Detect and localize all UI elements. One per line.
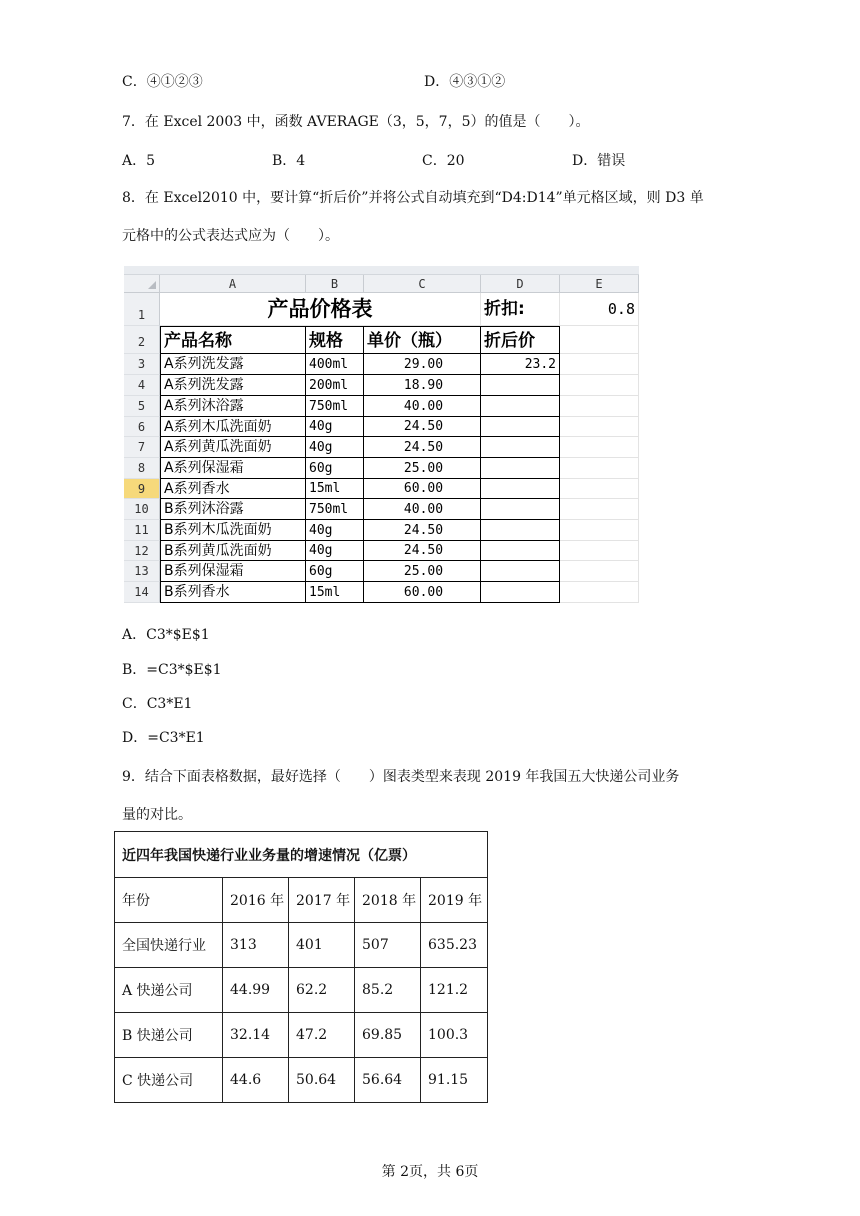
price-cell: 24.50 <box>364 541 481 561</box>
table-cell: 69.85 <box>355 1013 421 1058</box>
price-cell: 24.50 <box>364 417 481 437</box>
table-cell: 50.64 <box>289 1058 355 1103</box>
table-row <box>115 1058 488 1103</box>
table-row <box>115 968 488 1013</box>
price-cell: 29.00 <box>364 354 481 375</box>
table-caption: 近四年我国快递行业业务量的增速情况（亿票） <box>115 832 488 878</box>
q7-option-a: A．5 <box>122 153 156 169</box>
table-header-cell: 年份 <box>115 878 223 923</box>
table-header-cell: 2017 年 <box>289 878 355 923</box>
product-name-cell: B系列保湿霜 <box>160 561 306 582</box>
product-name-cell: B系列香水 <box>160 582 306 603</box>
empty-cell <box>560 561 639 582</box>
price-cell: 24.50 <box>364 437 481 458</box>
row-number: 8 <box>124 458 160 479</box>
row-number: 3 <box>124 354 160 375</box>
table-cell: 507 <box>355 923 421 968</box>
spec-cell: 40g <box>306 520 364 541</box>
table-cell: 85.2 <box>355 968 421 1013</box>
price-cell: 25.00 <box>364 561 481 582</box>
spec-cell: 15ml <box>306 479 364 499</box>
discounted-price-cell <box>481 520 560 541</box>
row-number: 4 <box>124 375 160 396</box>
row-number: 5 <box>124 396 160 417</box>
header-cell-name: 产品名称 <box>160 326 306 354</box>
discounted-price-cell <box>481 541 560 561</box>
product-name-cell: B系列黄瓜洗面奶 <box>160 541 306 561</box>
header-cell-spec: 规格 <box>306 326 364 354</box>
option-c: C．④①②③ <box>122 74 203 90</box>
discounted-price-cell <box>481 375 560 396</box>
table-row <box>115 1013 488 1058</box>
spec-cell: 15ml <box>306 582 364 603</box>
table-cell: B 快递公司 <box>115 1013 223 1058</box>
spec-cell: 200ml <box>306 375 364 396</box>
q8-option-a: A．C3*$E$1 <box>122 627 210 643</box>
discounted-price-cell <box>481 561 560 582</box>
spec-cell: 40g <box>306 417 364 437</box>
row-number: 12 <box>124 541 160 561</box>
table-header-cell: 2016 年 <box>223 878 289 923</box>
table-cell: 121.2 <box>421 968 488 1013</box>
spec-cell: 750ml <box>306 396 364 417</box>
empty-cell <box>560 396 639 417</box>
q8-option-d: D．=C3*E1 <box>122 730 205 746</box>
table-cell: 313 <box>223 923 289 968</box>
header-cell-price: 单价（瓶） <box>364 326 481 354</box>
row-number: 2 <box>124 326 160 354</box>
discounted-price-cell <box>481 458 560 479</box>
question-9-line2: 量的对比。 <box>122 807 192 823</box>
table-cell: 全国快递行业 <box>115 923 223 968</box>
row-number: 14 <box>124 582 160 603</box>
table-cell: 32.14 <box>223 1013 289 1058</box>
discounted-price-cell <box>481 437 560 458</box>
discounted-price-cell: 23.2 <box>481 354 560 375</box>
price-cell: 40.00 <box>364 499 481 520</box>
q7-option-d: D．错误 <box>572 153 626 169</box>
row-number: 1 <box>124 293 160 326</box>
spec-cell: 60g <box>306 458 364 479</box>
row-number: 7 <box>124 437 160 458</box>
spec-cell: 40g <box>306 541 364 561</box>
product-name-cell: A系列洗发露 <box>160 354 306 375</box>
product-name-cell: A系列香水 <box>160 479 306 499</box>
question-9-line1: 9．结合下面表格数据，最好选择（ ）图表类型来表现 2019 年我国五大快递公司业务 <box>122 769 680 785</box>
table-cell: 100.3 <box>421 1013 488 1058</box>
table-header-cell: 2018 年 <box>355 878 421 923</box>
row-number-selected: 9 <box>124 479 160 499</box>
discounted-price-cell <box>481 417 560 437</box>
row-number: 11 <box>124 520 160 541</box>
table-header-cell: 2019 年 <box>421 878 488 923</box>
product-name-cell: A系列保湿霜 <box>160 458 306 479</box>
sheet-top-strip <box>124 266 639 275</box>
table-cell: 47.2 <box>289 1013 355 1058</box>
table-cell: 62.2 <box>289 968 355 1013</box>
product-name-cell: A系列木瓜洗面奶 <box>160 417 306 437</box>
discount-label-cell: 折扣: <box>481 293 560 326</box>
price-cell: 24.50 <box>364 520 481 541</box>
col-header-d: D <box>481 275 560 293</box>
table-cell: 401 <box>289 923 355 968</box>
option-d: D．④③①② <box>424 74 506 90</box>
discount-value-cell: 0.8 <box>560 293 639 326</box>
header-cell-discounted: 折后价 <box>481 326 560 354</box>
q7-option-b: B．4 <box>272 153 306 169</box>
question-7: 7．在 Excel 2003 中，函数 AVERAGE（3，5，7，5）的值是（ ）。 <box>122 114 590 130</box>
col-header-b: B <box>306 275 364 293</box>
page-footer: 第 2页，共 6页 <box>381 1164 479 1180</box>
price-cell: 25.00 <box>364 458 481 479</box>
empty-cell <box>560 375 639 396</box>
express-data-table <box>114 831 488 1103</box>
row-number: 10 <box>124 499 160 520</box>
discounted-price-cell <box>481 582 560 603</box>
empty-cell <box>560 499 639 520</box>
empty-cell <box>560 479 639 499</box>
price-cell: 18.90 <box>364 375 481 396</box>
question-8-line2: 元格中的公式表达式应为（ ）。 <box>122 228 339 244</box>
q7-option-c: C．20 <box>422 153 465 169</box>
q8-option-b: B．=C3*$E$1 <box>122 662 222 678</box>
q8-option-c: C．C3*E1 <box>122 696 193 712</box>
sheet-title-cell: 产品价格表 <box>160 293 481 326</box>
empty-cell <box>560 354 639 375</box>
product-name-cell: B系列木瓜洗面奶 <box>160 520 306 541</box>
price-cell: 60.00 <box>364 582 481 603</box>
table-cell: 635.23 <box>421 923 488 968</box>
table-row <box>115 923 488 968</box>
question-8-line1: 8．在 Excel2010 中，要计算“折后价”并将公式自动填充到“D4:D14”单元格区域，则 D3 单 <box>122 190 704 206</box>
col-header-e: E <box>560 275 639 293</box>
row-number: 13 <box>124 561 160 582</box>
row-number: 6 <box>124 417 160 437</box>
price-cell: 60.00 <box>364 479 481 499</box>
table-cell: 44.99 <box>223 968 289 1013</box>
spreadsheet-screenshot <box>124 266 639 604</box>
spec-cell: 60g <box>306 561 364 582</box>
empty-cell <box>560 520 639 541</box>
product-name-cell: B系列沐浴露 <box>160 499 306 520</box>
table-cell: 44.6 <box>223 1058 289 1103</box>
empty-cell <box>560 541 639 561</box>
spec-cell: 750ml <box>306 499 364 520</box>
spec-cell: 40g <box>306 437 364 458</box>
product-name-cell: A系列黄瓜洗面奶 <box>160 437 306 458</box>
table-cell: 91.15 <box>421 1058 488 1103</box>
spec-cell: 400ml <box>306 354 364 375</box>
table-cell: 56.64 <box>355 1058 421 1103</box>
empty-cell <box>560 582 639 603</box>
table-cell: C 快递公司 <box>115 1058 223 1103</box>
product-name-cell: A系列洗发露 <box>160 375 306 396</box>
empty-cell <box>560 458 639 479</box>
table-cell: A 快递公司 <box>115 968 223 1013</box>
empty-cell <box>560 326 639 354</box>
select-all-corner <box>124 275 160 293</box>
discounted-price-cell <box>481 499 560 520</box>
empty-cell <box>560 437 639 458</box>
product-name-cell: A系列沐浴露 <box>160 396 306 417</box>
empty-cell <box>560 417 639 437</box>
price-cell: 40.00 <box>364 396 481 417</box>
discounted-price-cell <box>481 396 560 417</box>
discounted-price-cell <box>481 479 560 499</box>
col-header-a: A <box>160 275 306 293</box>
col-header-c: C <box>364 275 481 293</box>
